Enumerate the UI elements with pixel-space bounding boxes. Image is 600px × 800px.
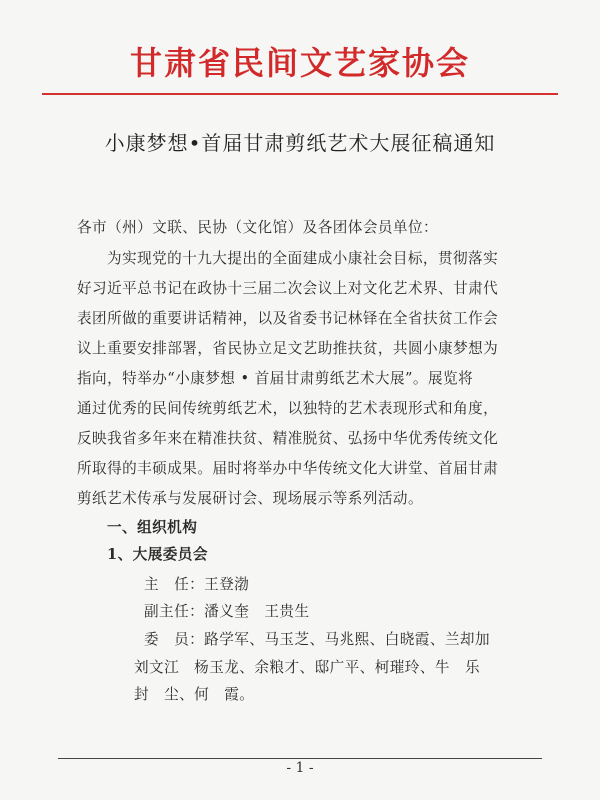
footer-rule <box>58 758 542 759</box>
body-line: 通过优秀的民间传统剪纸艺术，以独特的艺术表现形式和角度， <box>77 400 499 417</box>
page-number: - 1 - <box>286 760 314 776</box>
body-line: 为实现党的十九大提出的全面建成小康社会目标，贯彻落实 <box>107 250 499 267</box>
subsection-heading: 1、大展委员会 <box>107 546 208 563</box>
committee-chair: 主 任：王登渤 <box>144 576 250 593</box>
body-line: 表团所做的重要讲话精神，以及省委书记林铎在全省扶贫工作会 <box>77 310 499 327</box>
body-line: 指向，特举办“小康梦想 • 首届甘肃剪纸艺术大展”。展览将 <box>77 370 474 387</box>
section-heading: 一、组织机构 <box>107 519 198 536</box>
body-line: 好习近平总书记在政协十三届二次会议上对文化艺术界、甘肃代 <box>77 280 499 297</box>
letterhead-red-rule <box>42 93 558 95</box>
committee-members-cont: 刘文江 杨玉龙、余粮才、邸广平、柯璀玲、牛 乐 <box>134 659 481 676</box>
committee-members-cont: 封 尘、何 霞。 <box>134 686 255 703</box>
body-line: 剪纸艺术传承与发展研讨会、现场展示等系列活动。 <box>77 490 424 507</box>
body-line: 所取得的丰硕成果。届时将举办中华传统文化大讲堂、首届甘肃 <box>77 460 499 477</box>
document-title: 小康梦想•首届甘肃剪纸艺术大展征稿通知 <box>104 131 496 155</box>
committee-vice-chair: 副主任：潘义奎 王贵生 <box>144 603 310 620</box>
committee-members: 委 员：路学军、马玉芝、马兆熙、白晓霞、兰却加 <box>144 631 491 648</box>
body-line: 反映我省多年来在精准扶贫、精准脱贫、弘扬中华优秀传统文化 <box>77 430 499 447</box>
body-line: 议上重要安排部署，省民协立足文艺助推扶贫，共圆小康梦想为 <box>77 340 499 357</box>
org-letterhead: 甘肃省民间文艺家协会 <box>129 44 470 82</box>
salutation: 各市（州）文联、民协（文化馆）及各团体会员单位： <box>77 219 439 236</box>
